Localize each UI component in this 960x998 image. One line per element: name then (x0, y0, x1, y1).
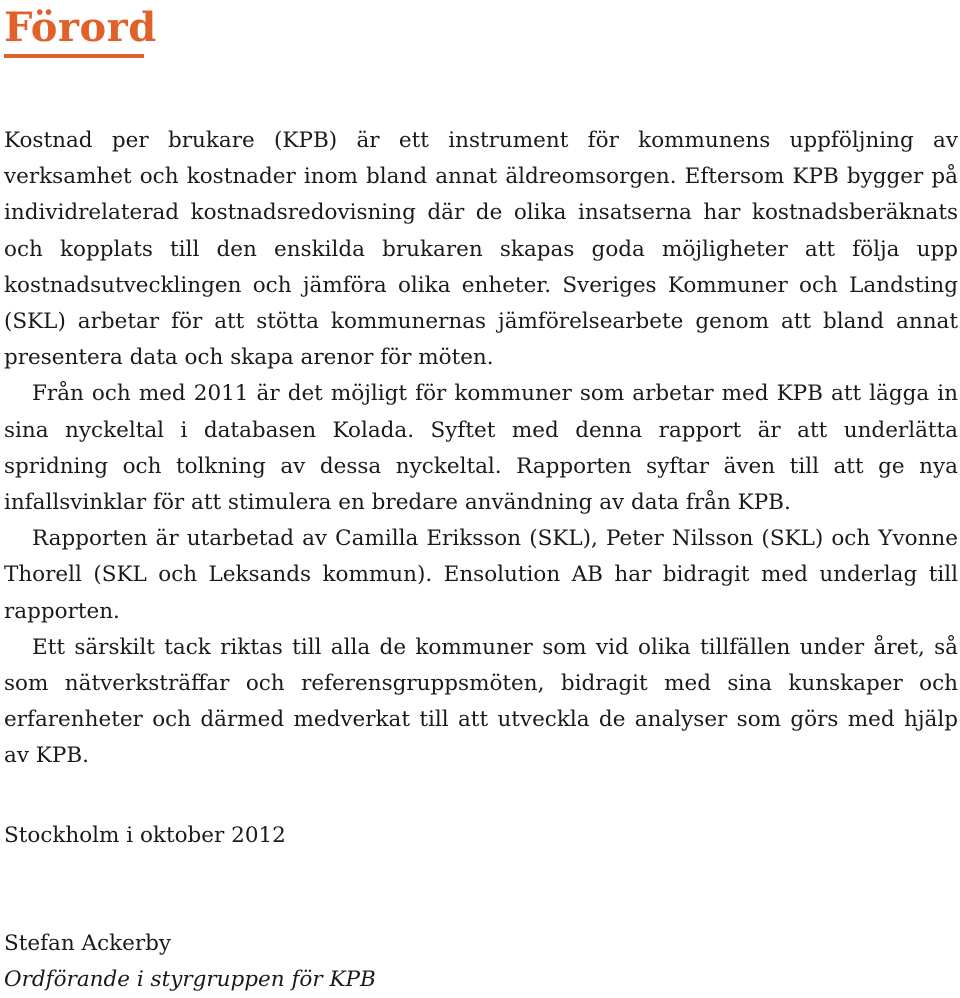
place-date: Stockholm i oktober 2012 (4, 823, 286, 848)
title-underline (4, 54, 144, 58)
title-block (4, 4, 157, 58)
page-title: Förord (4, 4, 157, 51)
signer-role: Ordförande i styrgruppen för KPB (4, 967, 376, 992)
signer-name: Stefan Ackerby (4, 931, 172, 956)
paragraph-2: Från och med 2011 är det möjligt för kommuner som arbetar med KPB att lägga in sina nyckeltal i databasen Kolada. Syftet med denna rapport är att underlätta spridning och tolkning av dessa nyckeltal. Rapporten syftar även till att ge nya infallsvinklar för att stimulera en bredare användning av data från KPB. (4, 381, 958, 516)
paragraph-3: Rapporten är utarbetad av Camilla Eriksson (SKL), Peter Nilsson (SKL) och Yvonne Thorell (SKL och Leksands kommun). Ensolution AB har bidragit med underlag till rapporten. (4, 526, 958, 624)
foreword-body (4, 123, 958, 775)
paragraph-1: Kostnad per brukare (KPB) är ett instrument för kommunens uppföljning av verksamhet och kostnader inom bland annat äldreomsorgen. Eftersom KPB bygger på individrelaterad kostnadsredovisning där de olika insatserna har kostnadsberäknats och kopplats till den enskilda brukaren skapas goda möjligheter att följa upp kostnadsutvecklingen och jämföra olika enheter. Sveriges Kommuner och Landsting (SKL) arbetar för att stötta kommunernas jämförelsearbete genom att bland annat presentera data och skapa arenor för möten. (4, 128, 958, 371)
paragraph-4: Ett särskilt tack riktas till alla de kommuner som vid olika tillfällen under året, så som nätverksträffar och referensgruppsmöten, bidragit med sina kunskaper och erfarenheter och därmed medverkat till att utveckla de analyser som görs med hjälp av KPB. (4, 634, 958, 769)
